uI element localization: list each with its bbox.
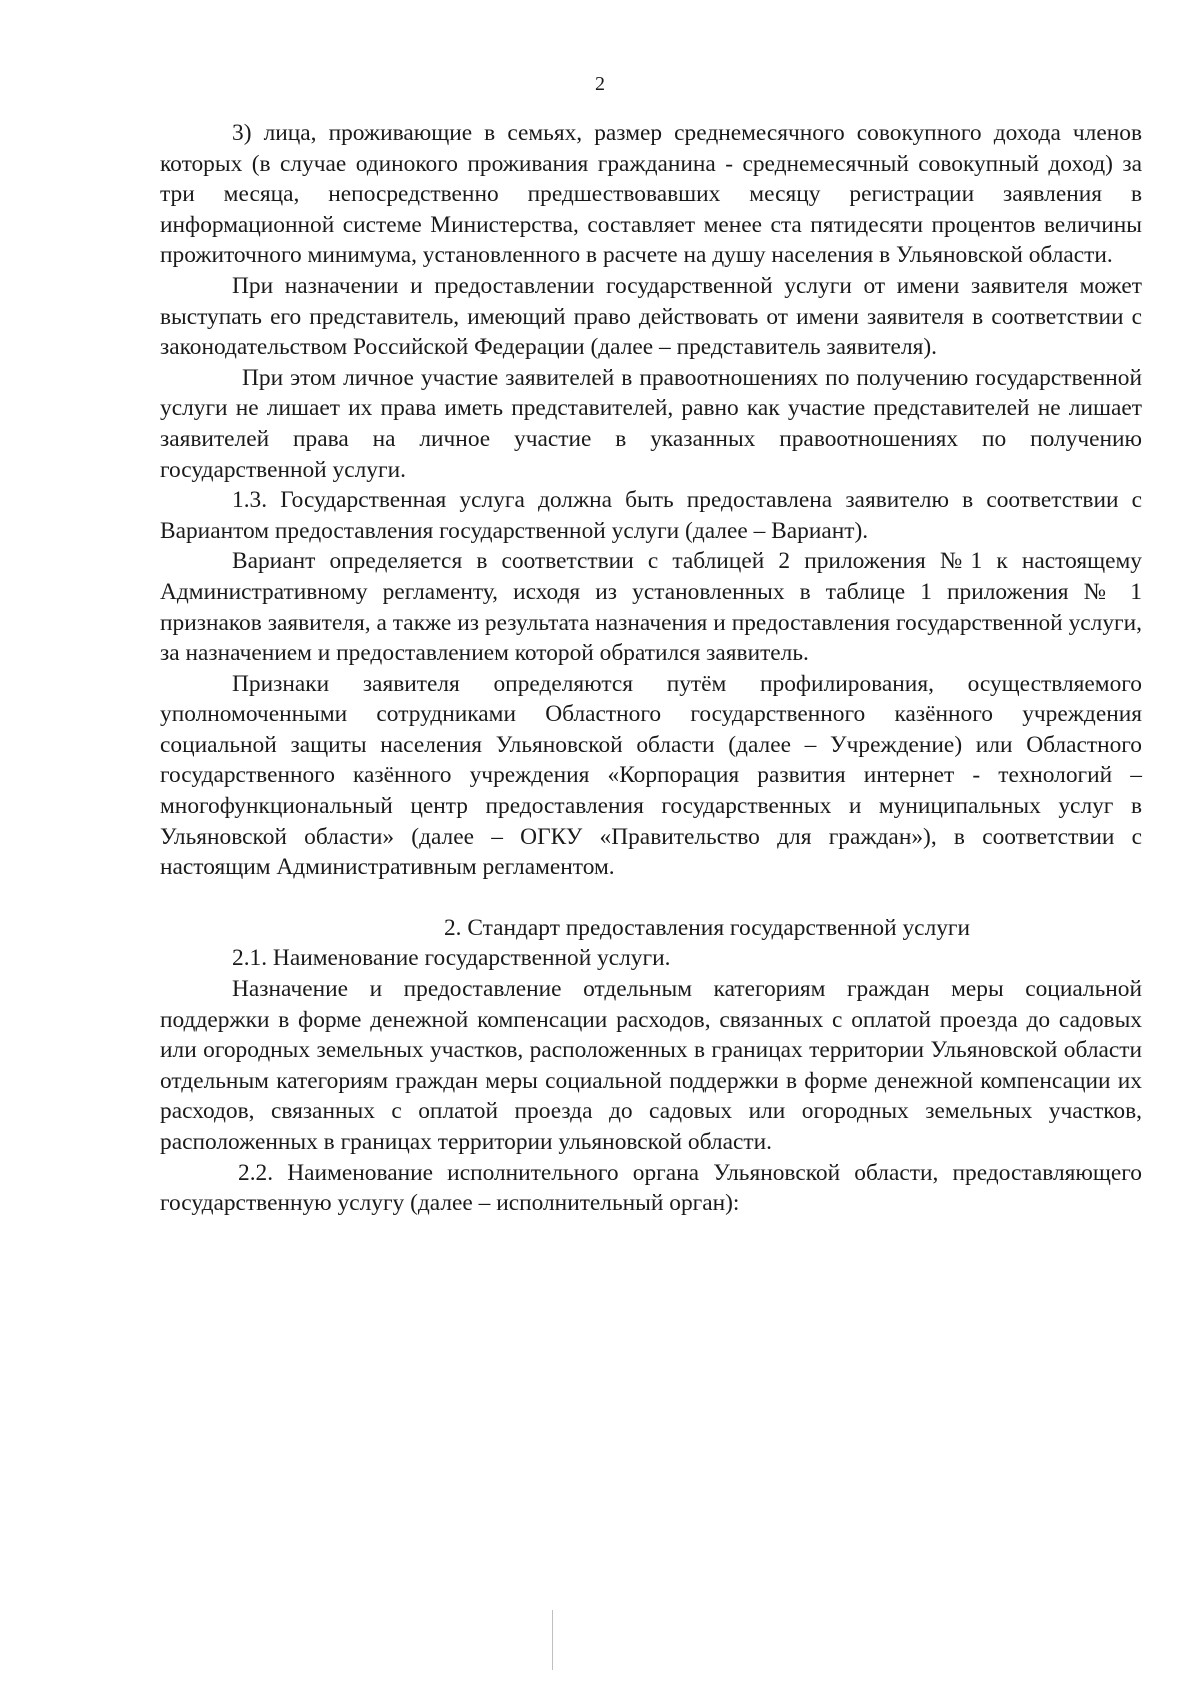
paragraph-personal-participation: При этом личное участие заявителей в правоотношениях по получению государственной услуги не лишает их права иметь представителей, равно как участие представителей не лишает заявителей права на личное участие в указанных правоотношениях по получению государственной услуги. — [160, 364, 1142, 483]
paragraph-representative: При назначении и предоставлении государственной услуги от имени заявителя может выступать его представитель, имеющий право действовать от имени заявителя в соответствии с законодательством Российской Федерации (далее – представитель заявителя). — [160, 272, 1142, 361]
paragraph-applicant-signs: Признаки заявителя определяются путём профилирования, осуществляемого уполномоченными сотрудниками Областного государственного казённого учреждения социальной защиты населения Ульяновской области (далее – Учреждение) или Областного государственного казённого учреждения «Корпорация развития интернет - технологий – многофункциональный центр предоставления государственных и муниципальных услуг в Ульяновской области» (далее – ОГКУ «Правительство для граждан»), в соответствии с настоящим Административным регламентом. — [160, 670, 1142, 881]
paragraph-2-2: 2.2. Наименование исполнительного органа Ульяновской области, предоставляющего государственную услугу (далее – исполнительный орган): — [160, 1159, 1142, 1217]
document-body — [160, 118, 1142, 1219]
paragraph-service-name: Назначение и предоставление отдельным категориям граждан меры социальной поддержки в форме денежной компенсации расходов, связанных с оплатой проезда до садовых или огородных земельных участков, расположенных в границах территории Ульяновской области отдельным категориям граждан меры социальной поддержки в форме денежной компенсации их расходов, связанных с оплатой проезда до садовых или огородных земельных участков, расположенных в границах территории ульяновской области. — [160, 976, 1142, 1155]
scan-fold-mark — [552, 1610, 553, 1670]
section-title: 2. Стандарт предоставления государственной услуги — [443, 914, 971, 941]
paragraph-applicants-low-income: 3) лица, проживающие в семьях, размер среднемесячного совокупного дохода членов которых (в случае одинокого проживания гражданина - среднемесячный совокупный доход) за три месяца, непосредственно предшествовавших месяцу регистрации заявления в информационной системе Министерства, составляет менее ста пятидесяти процентов величины прожиточного минимума, установленного в расчете на душу населения в Ульяновской области. — [160, 120, 1142, 269]
paragraph-variant: Вариант определяется в соответствии с таблицей 2 приложения №1 к настоящему Административному регламенту, исходя из установленных в таблице 1 приложения № 1 признаков заявителя, а также из результата назначения и предоставления государственной услуги, за назначением и предоставлением которой обратился заявитель. — [160, 548, 1142, 667]
paragraph-1-3: 1.3. Государственная услуга должна быть предоставлена заявителю в соответствии с Вариантом предоставления государственной услуги (далее – Вариант). — [160, 487, 1142, 544]
page-number: 2 — [595, 73, 605, 95]
paragraph-2-1: 2.1. Наименование государственной услуги. — [232, 945, 671, 972]
